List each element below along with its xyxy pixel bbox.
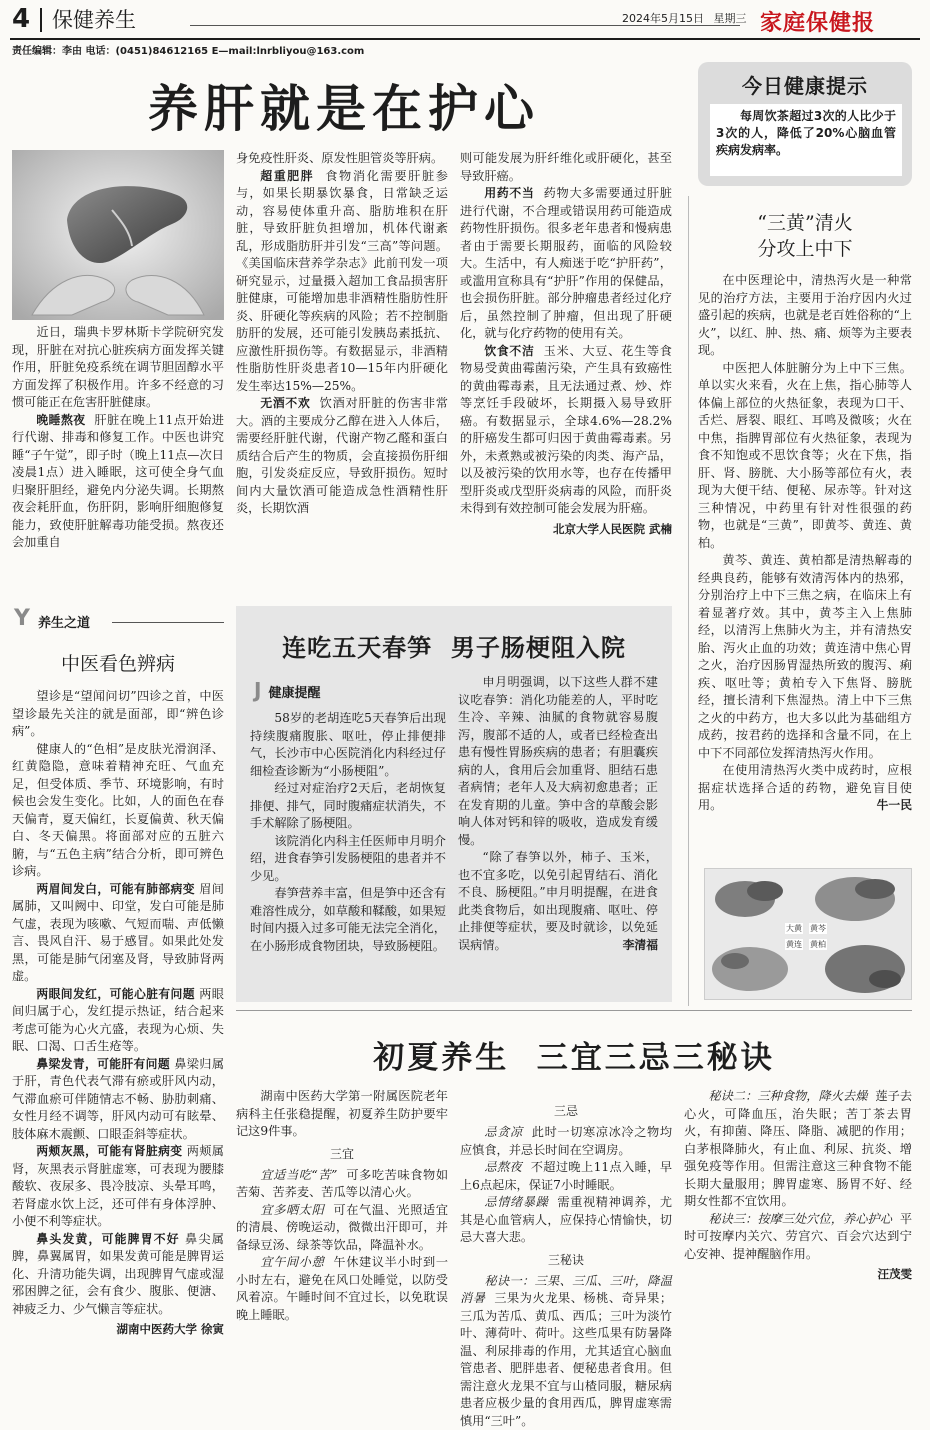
article2-title-line1: “三黄”清火 bbox=[698, 210, 912, 236]
weekday-text: 星期三 bbox=[714, 12, 747, 25]
article3-para: 鼻梁发青，可能肝有问题 鼻梁归属于肝，青色代表气滞有瘀或肝风内动，气滞血瘀可伴随情志不畅、胁肋刺痛、女性月经不调等，肝风内动可有眩晕、肢体麻木震颤、口眼歪斜等症状。 bbox=[12, 1056, 224, 1144]
article5-col1 bbox=[236, 1088, 448, 1324]
mi-title: 三秘诀 bbox=[460, 1247, 672, 1273]
article3-para: 两眼间发红，可能心脏有问题 两眼间归属于心，发红提示热证，结合起来考虑可能为心火亢盛，表现为心烦、失眠、口渴、口舌生疮等。 bbox=[12, 986, 224, 1056]
article4-para: 申月明强调，以下这些人群不建议吃春笋：消化功能差的人，平时吃生冷、辛辣、油腻的食物就容易腹泻，腹部不适的人，或者已经检查出患有慢性胃肠疾病的患者；有胆囊疾病的人，食用后会加重肾、胆结石患者病情；老年人及大病初愈患者；正在发育期的儿童。笋中含的草酸会影响人体对钙和锌的吸收，造成发育缓慢。 bbox=[458, 674, 658, 849]
masthead-divider-small bbox=[40, 8, 42, 32]
article1-title: 养肝就是在护心 bbox=[148, 78, 540, 140]
article3-column-label bbox=[12, 610, 224, 632]
article2-para: 在使用清热泻火类中成药时，应根据症状选择合适的药物，避免盲目使用。 牛一民 bbox=[698, 762, 912, 815]
article3-body bbox=[12, 688, 224, 1337]
article5-intro: 湖南中医药大学第一附属医院老年病科主任张稳提醒，初夏养生防护要牢记这9件事。 bbox=[236, 1088, 448, 1141]
subhead: 饮食不洁 bbox=[484, 344, 534, 358]
subhead: 用药不当 bbox=[484, 186, 534, 200]
paper-name: 家庭保健报 bbox=[760, 6, 875, 37]
subhead: 鼻梁发青，可能肝有问题 bbox=[36, 1057, 170, 1071]
article4-label-text: 健康提醒 bbox=[269, 686, 321, 701]
article3-para: 健康人的“色相”是皮肤光滑润泽、红黄隐隐，意味着精神充旺、气血充足，但受体质、季节、环境影响，有时候也会发生变化。比如，人的面色在春天偏青，夏天偏红，长夏偏黄、秋天偏白、冬天偏黑。将面部对应的五脏六腑，与“五色主病”结合分析，即可辨色诊病。 bbox=[12, 741, 224, 881]
subhead: 晚睡熬夜 bbox=[36, 413, 85, 427]
article1-para: 晚睡熬夜 肝脏在晚上11点开始进行代谢、排毒和修复工作。中医也讲究睡“子午觉”，即子时（晚上11点—次日凌晨1点）进入睡眠，这可使全身气血归聚肝胆经，避免内分泌失调。长期熬夜会耗肝血，伤肝阴，影响肝细胞修复能力，致使肝脏解毒功能受损。熬夜还会加重自 bbox=[12, 412, 224, 552]
health-tip-box bbox=[698, 62, 912, 186]
herb-label: 黄连 bbox=[785, 939, 803, 950]
article5-para: 忌贪凉 此时一切寒凉冰冷之物均应慎食，并忌长时间在空调房。 bbox=[460, 1124, 672, 1159]
issue-date bbox=[622, 10, 747, 26]
subhead: 忌情绪暴躁 bbox=[484, 1195, 548, 1209]
article2-byline: 牛一民 bbox=[852, 797, 912, 815]
article5-top-rule bbox=[236, 1010, 912, 1011]
article2-body bbox=[698, 272, 912, 815]
article5-para: 忌熬夜 不超过晚上11点入睡，早上6点起床，保证7小时睡眠。 bbox=[460, 1159, 672, 1194]
herb-label: 黄芩 bbox=[809, 923, 827, 934]
article2-para: 中医把人体脏腑分为上中下三焦。单以实火来看，火在上焦，指心肺等人体偏上部位的火热征象，表现为口干、舌烂、唇裂、眼红、耳鸣及微咳；火在中焦，指脾胃部位有火热征象，表现为食不知饱或不思饮食等；火在下焦，指肝、肾、膀胱、大小肠等部位有火，表现为大便干结、便秘、尿赤等。针对这三种情况，中药里有针对性很强的药物，也就是“三黄”，即黄芩、黄连、黄柏。 bbox=[698, 360, 912, 553]
article1-para: 无酒不欢 饮酒对肝脏的伤害非常大。酒的主要成分乙醇在进入人体后，需要经肝脏代谢，代谢产物乙醛和蛋白质结合后产生的物质，会直接损伤肝细胞，引发炎症反应，导致肝损伤。短时间内大量饮酒可能造成急性酒精性肝炎，长期饮酒 bbox=[236, 395, 448, 518]
article5-para: 秘诀一：三果、三瓜、三叶，降温消暑 三果为火龙果、杨桃、奇异果；三瓜为苦瓜、黄瓜、西瓜；三叶为淡竹叶、薄荷叶、荷叶。这些瓜果有防暑降温、利尿排毒的作用，尤其适宜心脑血管患者、肥胖患者、便秘患者食用。但需注意火龙果不宜与山楂同服，糖尿病患者应极少量的食用西瓜，脾胃虚寒需慎用“三叶”。 bbox=[460, 1273, 672, 1430]
article4-para: 经过对症治疗2天后，老胡恢复排便、排气，同时腹痛症状消失，不手术解除了肠梗阻。 bbox=[250, 780, 446, 833]
subhead: 忌贪凉 bbox=[484, 1125, 522, 1139]
article1-para: 近日，瑞典卡罗林斯卡学院研究发现，肝脏在对抗心脏疾病方面发挥关键作用，肝脏免疫系统在调节胆固醇水平方面发挥了积极作用。许多不经意的习惯可能正在危害肝脏健康。 bbox=[12, 324, 224, 412]
subhead: 秘诀一：三果、三瓜、三叶，降温消暑 bbox=[460, 1274, 672, 1306]
article3-byline: 湖南中医药大学 徐寅 bbox=[12, 1321, 224, 1337]
subhead: 宜适当吃“苦” bbox=[260, 1168, 337, 1182]
article1-para: 超重肥胖 食物消化需要肝脏参与，如果长期暴饮暴食，日常缺乏运动，容易使体重升高、脂肪堆积在肝脏，导致肝脏负担增加，机体代谢紊乱，形成脂肪肝并引发“三高”等问题。《美国临床营养学杂志》此前刊发一项研究显示，过量摄入超加工食品损害肝脏健康，可能增加患非酒精性脂肪性肝炎、肝硬化等疾病的风险；若不控制脂肪肝的发展，还可能引发胰岛素抵抗、应激性肝损伤等。有数据显示，非酒精性脂肪性肝炎患者10—15年内肝硬化发生率达15%—25%。 bbox=[236, 168, 448, 396]
article4-col1 bbox=[250, 710, 446, 955]
article4-para: “除了春笋以外，柿子、玉米，也不宜多吃，以免引起胃结石、消化不良、肠梗阻。”申月明提醒，在进食此类食物后，如出现腹痛、呕吐、停止排便等症状，要及时就诊，以免延误病情。 李清福 bbox=[458, 849, 658, 954]
ji-title: 三忌 bbox=[460, 1098, 672, 1124]
subhead: 秘诀二：三种食物，降火去燥 bbox=[708, 1089, 867, 1103]
subhead: 宜午间小憩 bbox=[260, 1255, 324, 1269]
article4-box bbox=[236, 606, 672, 1002]
article3-para: 两颊灰黑，可能有肾脏病变 两颊属肾，灰黑表示肾脏虚寒，可表现为腰膝酸软、夜尿多、畏冷肢凉、头晕耳鸣，若肾虚水饮上泛，还可伴有身体浮肿、小便不利等症状。 bbox=[12, 1143, 224, 1231]
article1-col1 bbox=[12, 324, 224, 552]
article3-para: 鼻头发黄，可能脾胃不好 鼻尖属脾，鼻翼属胃，如果发黄可能是脾胃运化、升清功能失调，出现脾胃气虚或湿邪困脾之征，会有食少、腹胀、便溏、神疲乏力、少气懒言等症状。 bbox=[12, 1231, 224, 1319]
section-name: 保健养生 bbox=[52, 7, 136, 33]
article5-para: 秘诀二：三种食物，降火去燥 莲子去心火，可降血压，治失眠；苦丁茶去胃火，有抑菌、降压、降脂、减肥的作用；白茅根降肺火，有止血、利尿、抗炎、增强免疫等作用。但需注意这三种食物不能长期大量服用；脾胃虚寒、肠胃不好、经期女性都不宜饮用。 bbox=[684, 1088, 912, 1211]
article5-title: 初夏养生 三宜三忌三秘诀 bbox=[236, 1032, 912, 1077]
article4-para: 58岁的老胡连吃5天春笋后出现持续腹痛腹胀、呕吐，停止排便排气，长沙市中心医院消化内科经过仔细检查诊断为“小肠梗阻”。 bbox=[250, 710, 446, 780]
article5-para: 忌情绪暴躁 需重视精神调养，尤其是心血管病人，应保持心情愉快，切忌大喜大悲。 bbox=[460, 1194, 672, 1247]
article5-para: 宜适当吃“苦” 可多吃苦味食物如苦菊、苦荞麦、苦瓜等以清心火。 bbox=[236, 1167, 448, 1202]
subhead: 忌熬夜 bbox=[484, 1160, 522, 1174]
article5-para: 秘诀三：按摩三处穴位，养心护心 平时可按摩内关穴、劳宫穴、百会穴达到宁心安神、提神醒脑作用。 bbox=[684, 1211, 912, 1264]
article3-title: 中医看色辨病 bbox=[12, 652, 224, 676]
article3-para: 望诊是“望闻问切”四诊之首，中医望诊最先关注的就是面部，即“辨色诊病”。 bbox=[12, 688, 224, 741]
article5-byline: 汪茂雯 bbox=[684, 1266, 912, 1282]
article5-para: 宜午间小憩 午休建议半小时到一小时左右，避免在风口处睡觉，以防受风着凉。午睡时间不宜过长，以免耽误晚上睡眠。 bbox=[236, 1254, 448, 1324]
article2-title bbox=[698, 210, 912, 262]
subhead: 两颊灰黑，可能有肾脏病变 bbox=[36, 1144, 182, 1158]
article4-byline: 李清福 bbox=[598, 937, 658, 955]
article4-label bbox=[254, 678, 321, 702]
subhead: 秘诀三：按摩三处穴位，养心护心 bbox=[708, 1212, 892, 1226]
article1-byline: 北京大学人民医院 武楠 bbox=[460, 521, 672, 537]
article4-col2 bbox=[458, 674, 658, 954]
y-logo-icon: Y bbox=[14, 606, 30, 631]
column-label-text: 养生之道 bbox=[38, 612, 90, 631]
subhead: 超重肥胖 bbox=[260, 169, 314, 183]
article3-para: 两眉间发白，可能有肺部病变 眉间属肺，又叫阙中、印堂，发白可能是肺气虚，表现为咳嗽、气短而喘、声低懒言、畏风自汗、易于感冒。如果此处发黑，可能是肺气闭塞及肾，导致肺肾两虚。 bbox=[12, 881, 224, 986]
article4-title: 连吃五天春笋 男子肠梗阻入院 bbox=[236, 628, 672, 663]
liver-icon bbox=[12, 150, 224, 320]
article1-para: 用药不当 药物大多需要通过肝脏进行代谢，不合理或错误用药可能造成药物性肝损伤。很多老年患者和慢病患者由于需要长期服药，面临的风险较大。生活中，有人痴迷于吃“护肝药”，或滥用宣称具有“护肝”作用的保健品，也会损伤肝脏。部分肿瘤患者经过化疗后，虽然控制了肿瘤，但出现了肝硬化，就与化疗药物的使用有关。 bbox=[460, 185, 672, 343]
herb-label: 黄柏 bbox=[809, 939, 827, 950]
article2-para: 黄芩、黄连、黄柏都是清热解毒的经典良药，能够有效清泻体内的热邪，分别治疗上中下三焦之病，在临床上有着显著疗效。其中，黄芩主入上焦肺经，以清泻上焦肺火为主，并有清热安胎、泻火止血的功效；黄连清中焦心胃之火，治疗因肠胃湿热所致的腹泻、痢疾、呕吐等；黄柏专入下焦肾、膀胱经，擅长清利下焦湿热。清上中下三焦之火的中药方，也大多以此为基础组方成药，按君药的选择和含量不同，在上中下不同部位发挥清热泻火作用。 bbox=[698, 552, 912, 762]
date-text: 2024年5月15日 bbox=[622, 12, 704, 25]
article5-para: 宜多晒太阳 可在气温、光照适宜的清晨、傍晚运动，微微出汗即可，并备绿豆汤、绿茶等饮品，降温补水。 bbox=[236, 1202, 448, 1255]
article1-para: 饮食不洁 玉米、大豆、花生等食物易受黄曲霉菌污染，产生具有致癌性的黄曲霉毒素，且无法通过煮、炒、炸等烹饪手段破坏，长期摄入易导致肝癌。有数据显示，全球4.6%—28.2%的肝癌发生都可归因于黄曲霉毒素。另外，未煮熟或被污染的肉类、海产品，以及被污染的饮用水等，也存在传播甲型肝炎或戊型肝炎病毒的风险，而肝炎未得到有效控制可能会发展为肝癌。 bbox=[460, 343, 672, 518]
j-logo-icon: J bbox=[254, 678, 261, 702]
article2-para: 在中医理论中，清热泻火是一种常见的治疗方法，主要用于治疗因内火过盛引起的疾病，也就是老百姓俗称的“上火”，以红、肿、热、痛、烦等为主要表现。 bbox=[698, 272, 912, 360]
health-tip-text-box bbox=[710, 104, 902, 176]
herbs-illustration bbox=[705, 869, 913, 1001]
page-number: 4 bbox=[12, 4, 30, 34]
column-divider bbox=[688, 196, 689, 1006]
subhead: 两眼间发红，可能心脏有问题 bbox=[36, 987, 195, 1001]
health-tip-title: 今日健康提示 bbox=[698, 70, 912, 99]
subhead: 两眉间发白，可能有肺部病变 bbox=[36, 882, 195, 896]
masthead-bottom-rule bbox=[10, 38, 920, 40]
column-label-rule bbox=[112, 622, 224, 623]
subhead: 宜多晒太阳 bbox=[260, 1203, 324, 1217]
article4-para: 春笋营养丰富，但是笋中还含有难溶性成分，如草酸和鞣酸，如果短时间内摄入过多可能无法完全消化，在小肠形成食物团块，导致肠梗阻。 bbox=[250, 885, 446, 955]
article4-para: 该院消化内科主任医师申月明介绍，进食春笋引发肠梗阻的患者并不少见。 bbox=[250, 833, 446, 886]
article1-col3 bbox=[460, 150, 672, 537]
article1-col2 bbox=[236, 150, 448, 518]
yi-title: 三宜 bbox=[236, 1141, 448, 1167]
article5-col2 bbox=[460, 1098, 672, 1430]
article2-title-line2: 分攻上中下 bbox=[698, 236, 912, 262]
article5-col3 bbox=[684, 1088, 912, 1282]
liver-hands-illustration bbox=[12, 150, 224, 320]
subhead: 无酒不欢 bbox=[260, 396, 310, 410]
article1-para: 身免疫性肝炎、原发性胆管炎等肝病。 bbox=[236, 150, 448, 168]
health-tip-text: 每周饮茶超过3次的人比少于3次的人，降低了20%心脑血管疾病发病率。 bbox=[716, 109, 896, 157]
herbs-photo bbox=[704, 868, 912, 1000]
editor-line: 责任编辑：李由 电话：(0451)84612165 E—mail:lnrbliyou@163.com bbox=[12, 42, 364, 57]
article1-para: 则可能发展为肝纤维化或肝硬化，甚至导致肝癌。 bbox=[460, 150, 672, 185]
herb-label: 大黄 bbox=[785, 923, 803, 934]
subhead: 鼻头发黄，可能脾胃不好 bbox=[36, 1232, 179, 1246]
